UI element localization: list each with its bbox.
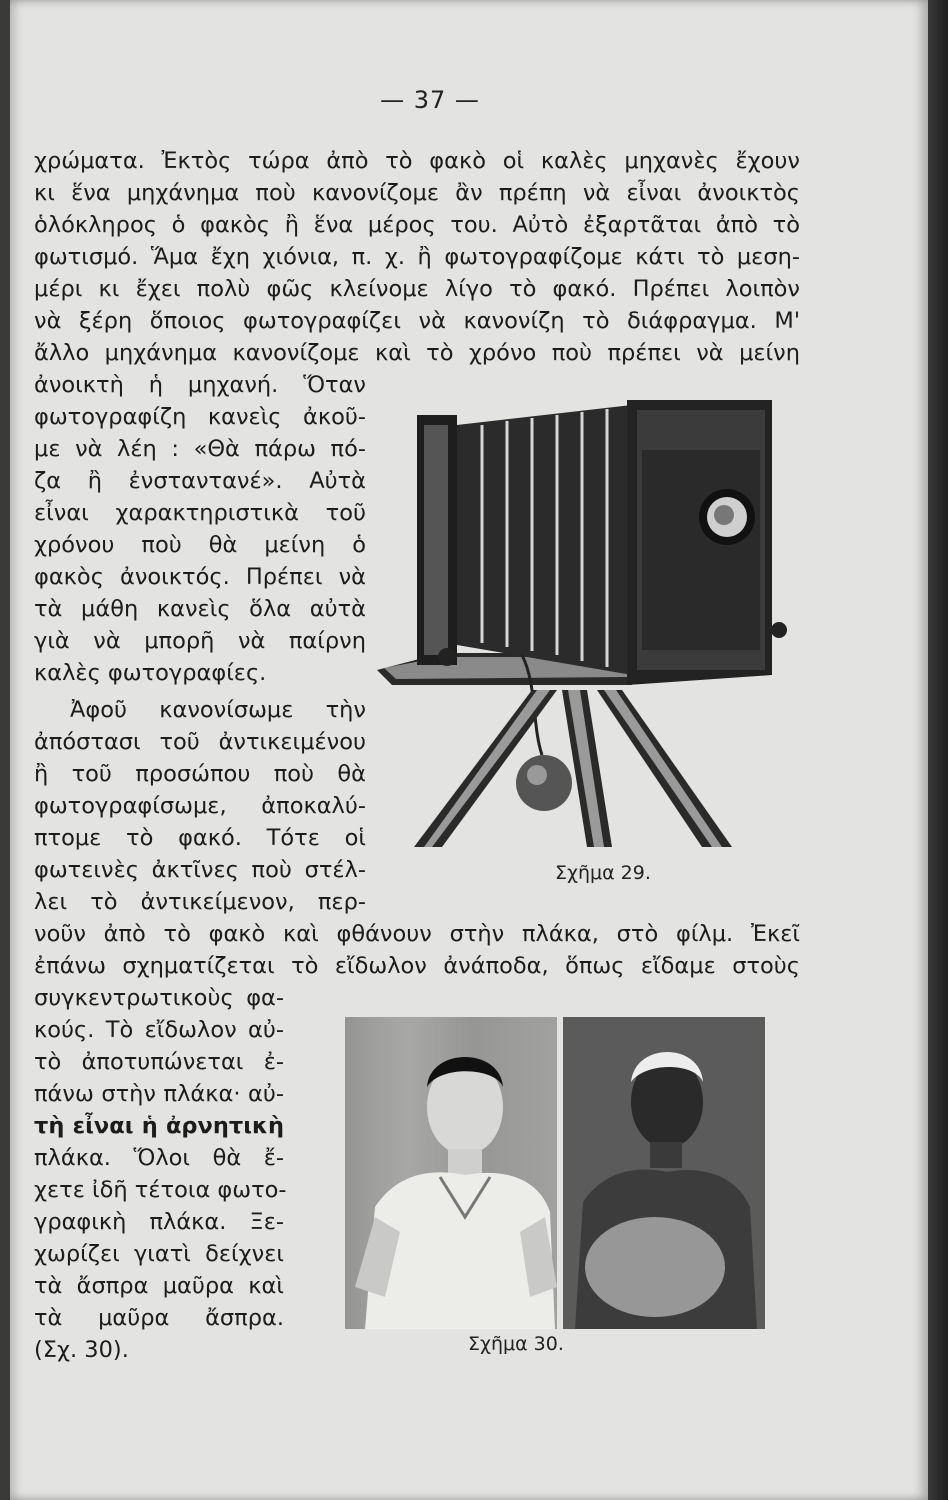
text-line: με νὰ λέη : «Θὰ πάρω πό-: [34, 436, 366, 462]
text-line: πτομε τὸ φακό. Τότε οἱ: [34, 825, 366, 851]
text-line: ἢ τοῦ προσώπου ποὺ θὰ: [34, 761, 366, 787]
text-line: λει τὸ ἀντικείμενον, περ-: [34, 889, 366, 915]
text-line: φωτογραφίσωμε, ἀποκαλύ-: [34, 793, 366, 819]
text-line: (Σχ. 30).: [34, 1337, 129, 1363]
text-line: τὰ μαῦρα ἄσπρα.: [34, 1305, 284, 1331]
text-line: τὰ μάθη κανεὶς ὅλα αὐτὰ: [34, 596, 366, 622]
camera-illustration: [372, 385, 792, 855]
text-line: ἐπάνω σχηματίζεται τὸ εἴδωλον ἀνάποδα, ὅπως εἴδαμε στοὺς: [34, 953, 800, 979]
book-edge: [928, 0, 948, 1500]
text-line: πάνω στὴν πλάκα· αὐ-: [34, 1081, 284, 1107]
text-line: χωρίζει γιατὶ δείχνει: [34, 1241, 284, 1267]
text-line: κι ἕνα μηχάνημα ποὺ κανονίζομε ἂν πρέπη νὰ εἶναι ἀνοικτὸς: [34, 180, 800, 206]
text-line: νὰ ξέρη ὅποιος φωτογραφίζει νὰ κανονίζη τὸ διάφραγμα. Μ': [34, 308, 800, 334]
text-line: ἀπόστασι τοῦ ἀντικειμένου: [34, 729, 366, 755]
text-line: τὸ ἀποτυπώνεται ἐ-: [34, 1049, 284, 1075]
text-line: ἀνοικτὴ ἡ μηχανή. Ὅταν: [34, 372, 366, 398]
text-line: εἶναι χαρακτηριστικὰ τοῦ: [34, 500, 366, 526]
page-number: — 37 —: [380, 86, 480, 114]
text-line: φωτισμό. Ἅμα ἔχη χιόνια, π. χ. ἢ φωτογραφίζομε κάτι τὸ μεση-: [34, 244, 800, 270]
book-page: [10, 0, 928, 1500]
figure-29-caption: Σχῆμα 29.: [555, 862, 651, 884]
text-line: μέρι κι ἔχει πολὺ φῶς κλείνομε λίγο τὸ φακό. Πρέπει λοιπὸν: [34, 276, 800, 302]
text-line: καλὲς φωτογραφίες.: [34, 660, 267, 686]
text-line: φωτογραφίζη κανεὶς ἀκοῦ-: [34, 404, 366, 430]
text-line: πλάκα. Ὅλοι θὰ ἔ-: [34, 1145, 284, 1171]
figure-30-caption: Σχῆμα 30.: [468, 1333, 564, 1355]
text-line: τὴ εἶναι ἡ ἀρνητικὴ: [34, 1113, 284, 1139]
text-line: νοῦν ἀπὸ τὸ φακὸ καὶ φθάνουν στὴν πλάκα, στὸ φίλμ. Ἐκεῖ: [34, 921, 800, 947]
text-line: χετε ἰδῆ τέτοια φωτο-: [34, 1177, 287, 1203]
text-line: κούς. Τὸ εἴδωλον αὐ-: [34, 1017, 284, 1043]
text-line: ἄλλο μηχάνημα κανονίζομε καὶ τὸ χρόνο ποὺ πρέπει νὰ μείνη: [34, 340, 800, 366]
text-line: τὰ ἄσπρα μαῦρα καὶ: [34, 1273, 284, 1299]
text-line: φωτεινὲς ἀκτῖνες ποὺ στέλ-: [34, 857, 366, 883]
text-line: ζα ἢ ἐνσταντανέ». Αὐτὰ: [34, 468, 366, 494]
text-line: ὁλόκληρος ὁ φακὸς ἢ ἕνα μέρος του. Αὐτὸ ἐξαρτᾶται ἀπὸ τὸ: [34, 212, 800, 238]
text-line: γιὰ νὰ μπορῆ νὰ παίρνη: [34, 628, 366, 654]
text-line: Ἀφοῦ κανονίσωμε τὴν: [70, 697, 366, 723]
portrait-figure: [345, 1017, 765, 1329]
text-line: χρώματα. Ἐκτὸς τώρα ἀπὸ τὸ φακὸ οἱ καλὲς μηχανὲς ἔχουν: [34, 148, 800, 174]
text-line: φακὸς ἀνοικτός. Πρέπει νὰ: [34, 564, 366, 590]
text-line: γραφικὴ πλάκα. Ξε-: [34, 1209, 284, 1235]
text-line: συγκεντρωτικοὺς φα-: [34, 985, 284, 1011]
text-line: χρόνου ποὺ θὰ μείνη ὁ: [34, 532, 366, 558]
